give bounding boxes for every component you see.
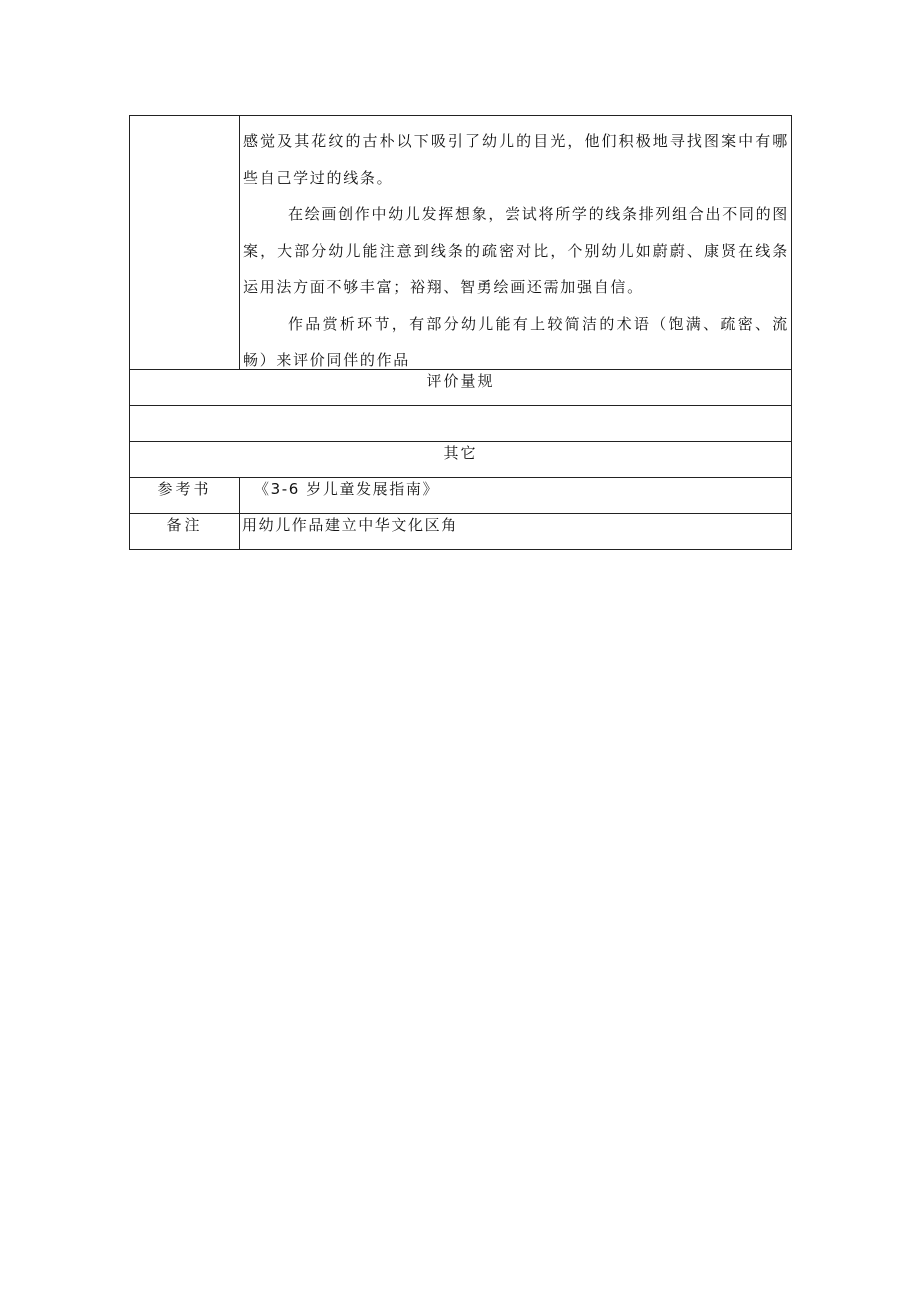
reference-label: 参考书 [130,478,240,514]
reflection-row [130,116,792,370]
notes-label: 备注 [130,514,240,550]
notes-row [130,514,792,550]
other-heading-row [130,442,792,478]
lesson-plan-table [129,115,792,550]
reflection-paragraph-3: 作品赏析环节，有部分幼儿能有上较简洁的术语（饱满、疏密、流畅）来评价同伴的作品 [243,314,789,369]
reflection-content-cell [240,116,792,370]
other-heading: 其它 [130,442,792,478]
reflection-label-cell [130,116,240,370]
evaluation-heading-row [130,370,792,406]
reflection-paragraph-2: 在绘画创作中幼儿发挥想象，尝试将所学的线条排列组合出不同的图案，大部分幼儿能注意到线条的疏密对比，个别幼儿如蔚蔚、康贤在线条运用法方面不够丰富；裕翔、智勇绘画还需加强自信。 [243,205,790,296]
reflection-paragraph-1: 感觉及其花纹的古朴以下吸引了幼儿的目光，他们积极地寻找图案中有哪些自己学过的线条。 [243,132,789,187]
reference-value: 《3-6 岁儿童发展指南》 [240,478,792,514]
evaluation-content-row [130,406,792,442]
evaluation-content [130,406,792,442]
reference-row [130,478,792,514]
notes-value: 用幼儿作品建立中华文化区角 [240,514,792,550]
evaluation-heading: 评价量规 [130,370,792,406]
